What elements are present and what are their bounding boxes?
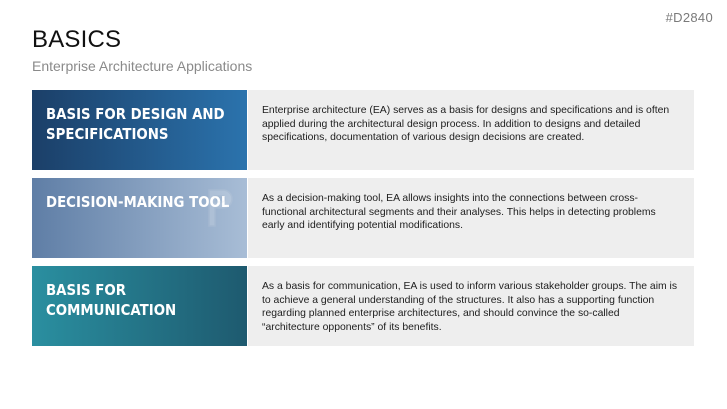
row-label-box [32,266,247,346]
row-label-box [32,90,247,170]
row-design-specifications [32,90,694,170]
watermark-logo-icon [206,188,234,228]
page-title: BASICS [32,26,122,53]
row-label: BASIS FOR COMMUNICATION [46,281,177,319]
row-communication [32,266,694,346]
row-label: BASIS FOR DESIGN AND SPECIFICATIONS [46,105,225,143]
page-subtitle: Enterprise Architecture Applications [32,58,253,74]
row-description: Enterprise architecture (EA) serves as a basis for designs and specifications and is often applied during the architectural design process. In addition to designs and detailed specifications, documentation of various design decisions are created. [248,90,694,170]
row-description: As a basis for communication, EA is used to inform various stakeholder groups. The aim is to achieve a general understanding of the structures. It also has a supporting function regarding planned enterprise architectures, and should convince the so-called “architecture opponents” of its benefits. [248,266,694,346]
row-label: DECISION-MAKING TOOL [46,193,230,211]
slide-id: #D2840 [665,10,713,25]
row-decision-making [32,178,694,258]
row-description: As a decision-making tool, EA allows insights into the connections between cross-functional architectural segments and their analyses. This helps in detecting problems early and identifying potential modifications. [248,178,694,258]
